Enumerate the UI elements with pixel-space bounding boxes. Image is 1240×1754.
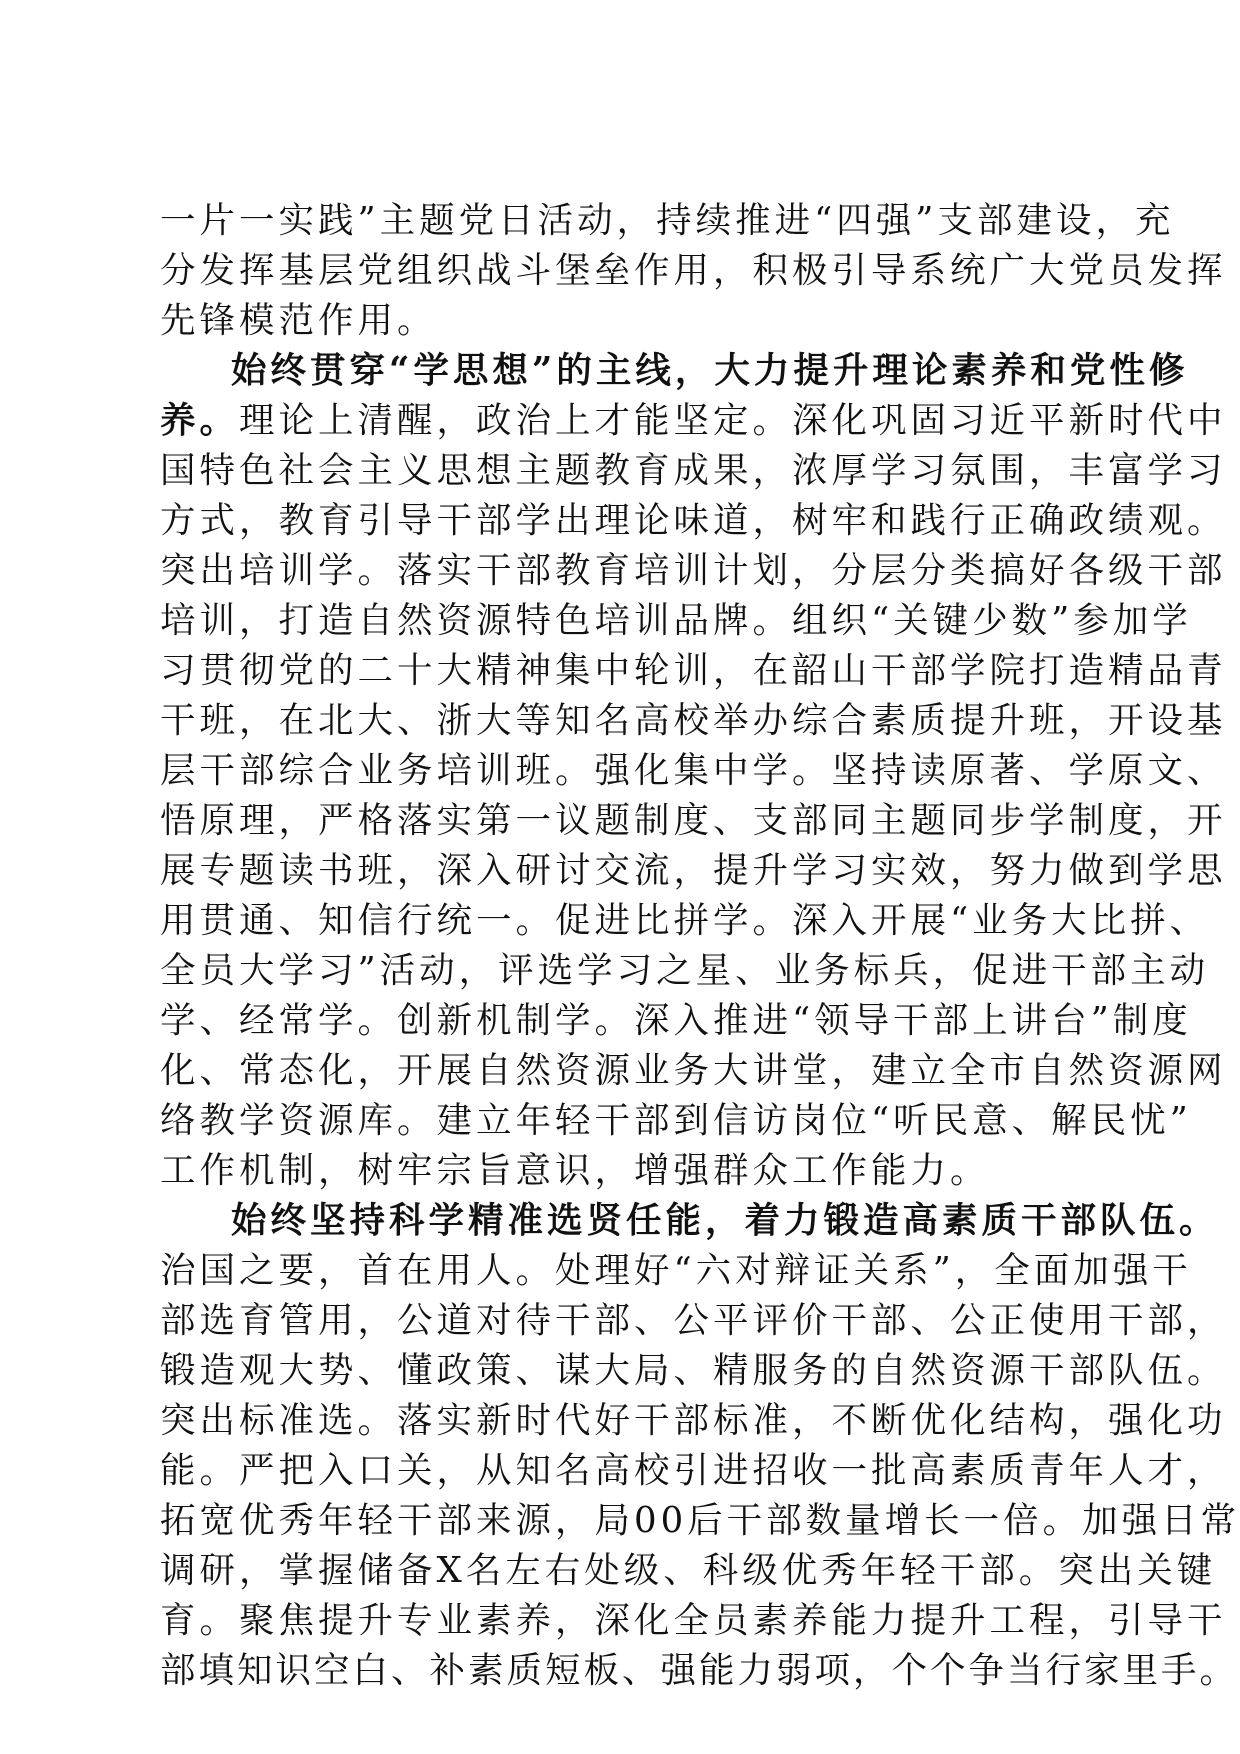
text-line: 一片一实践”主题党日活动，持续推进“四强”支部建设，充 <box>160 200 1175 241</box>
text-line: 治国之要，首在用人。处理好“六对辩证关系”，全面加强干 <box>160 1250 1192 1291</box>
text-line: 学、经常学。创新机制学。深入推进“领导干部上讲台”制度 <box>160 1000 1192 1041</box>
text-line: 育。聚焦提升专业素养，深化全员素养能力提升工程，引导干 <box>160 1600 1227 1641</box>
text-line: 国特色社会主义思想主题教育成果，浓厚学习氛围，丰富学习 <box>160 450 1227 491</box>
text-line: 悟原理，严格落实第一议题制度、支部同主题同步学制度，开 <box>160 800 1227 841</box>
text-line: 化、常态化，开展自然资源业务大讲堂，建立全市自然资源网 <box>160 1050 1227 1091</box>
text-line: 部选育管用，公道对待干部、公平评价干部、公正使用干部， <box>160 1300 1227 1341</box>
text-line: 络教学资源库。建立年轻干部到信访岗位“听民意、解民忧” <box>160 1100 1192 1141</box>
text-line: 部填知识空白、补素质短板、强能力弱项，个个争当行家里手。 <box>160 1650 1239 1691</box>
text-line: 干班，在北大、浙大等知名高校举办综合素质提升班，开设基 <box>160 700 1227 741</box>
text-line: 习贯彻党的二十大精神集中轮训，在韶山干部学院打造精品青 <box>160 650 1227 691</box>
body-text: 理论上清醒，政治上才能坚定。深化巩固习近平新时代中 <box>239 400 1227 441</box>
section-heading: 始终坚持科学精准选贤任能，着力锻造高素质干部队伍。 <box>231 1200 1219 1241</box>
document-page <box>160 196 1240 1696</box>
text-line: 能。严把入口关，从知名高校引进招收一批高素质青年人才， <box>160 1450 1227 1491</box>
section-heading-end: 养。 <box>160 400 240 441</box>
text-line: 层干部综合业务培训班。强化集中学。坚持读原著、学原文、 <box>160 750 1227 791</box>
text-line: 调研，掌握储备X名左右处级、科级优秀年轻干部。突出关键 <box>160 1550 1217 1591</box>
text-line: 先锋模范作用。 <box>160 300 437 341</box>
text-line: 拓宽优秀年轻干部来源，局00后干部数量增长一倍。加强日常 <box>160 1500 1240 1541</box>
text-line: 展专题读书班，深入研讨交流，提升学习实效，努力做到学思 <box>160 850 1227 891</box>
text-line: 锻造观大势、懂政策、谋大局、精服务的自然资源干部队伍。 <box>160 1350 1227 1391</box>
text-line: 工作机制，树牢宗旨意识，增强群众工作能力。 <box>160 1150 990 1191</box>
section-heading: 始终贯穿“学思想”的主线，大力提升理论素养和党性修 <box>231 350 1189 391</box>
text-line: 分发挥基层党组织战斗堡垒作用，积极引导系统广大党员发挥 <box>160 250 1227 291</box>
text-line: 突出标准选。落实新时代好干部标准，不断优化结构，强化功 <box>160 1400 1227 1441</box>
text-line: 培训，打造自然资源特色培训品牌。组织“关键少数”参加学 <box>160 600 1192 641</box>
text-line <box>160 396 1227 446</box>
text-line: 全员大学习”活动，评选学习之星、业务标兵，促进干部主动 <box>160 950 1210 991</box>
text-line: 方式，教育引导干部学出理论味道，树牢和践行正确政绩观。 <box>160 500 1227 541</box>
text-line: 用贯通、知信行统一。促进比拼学。深入开展“业务大比拼、 <box>160 900 1210 941</box>
text-line: 突出培训学。落实干部教育培训计划，分层分类搞好各级干部 <box>160 550 1227 591</box>
